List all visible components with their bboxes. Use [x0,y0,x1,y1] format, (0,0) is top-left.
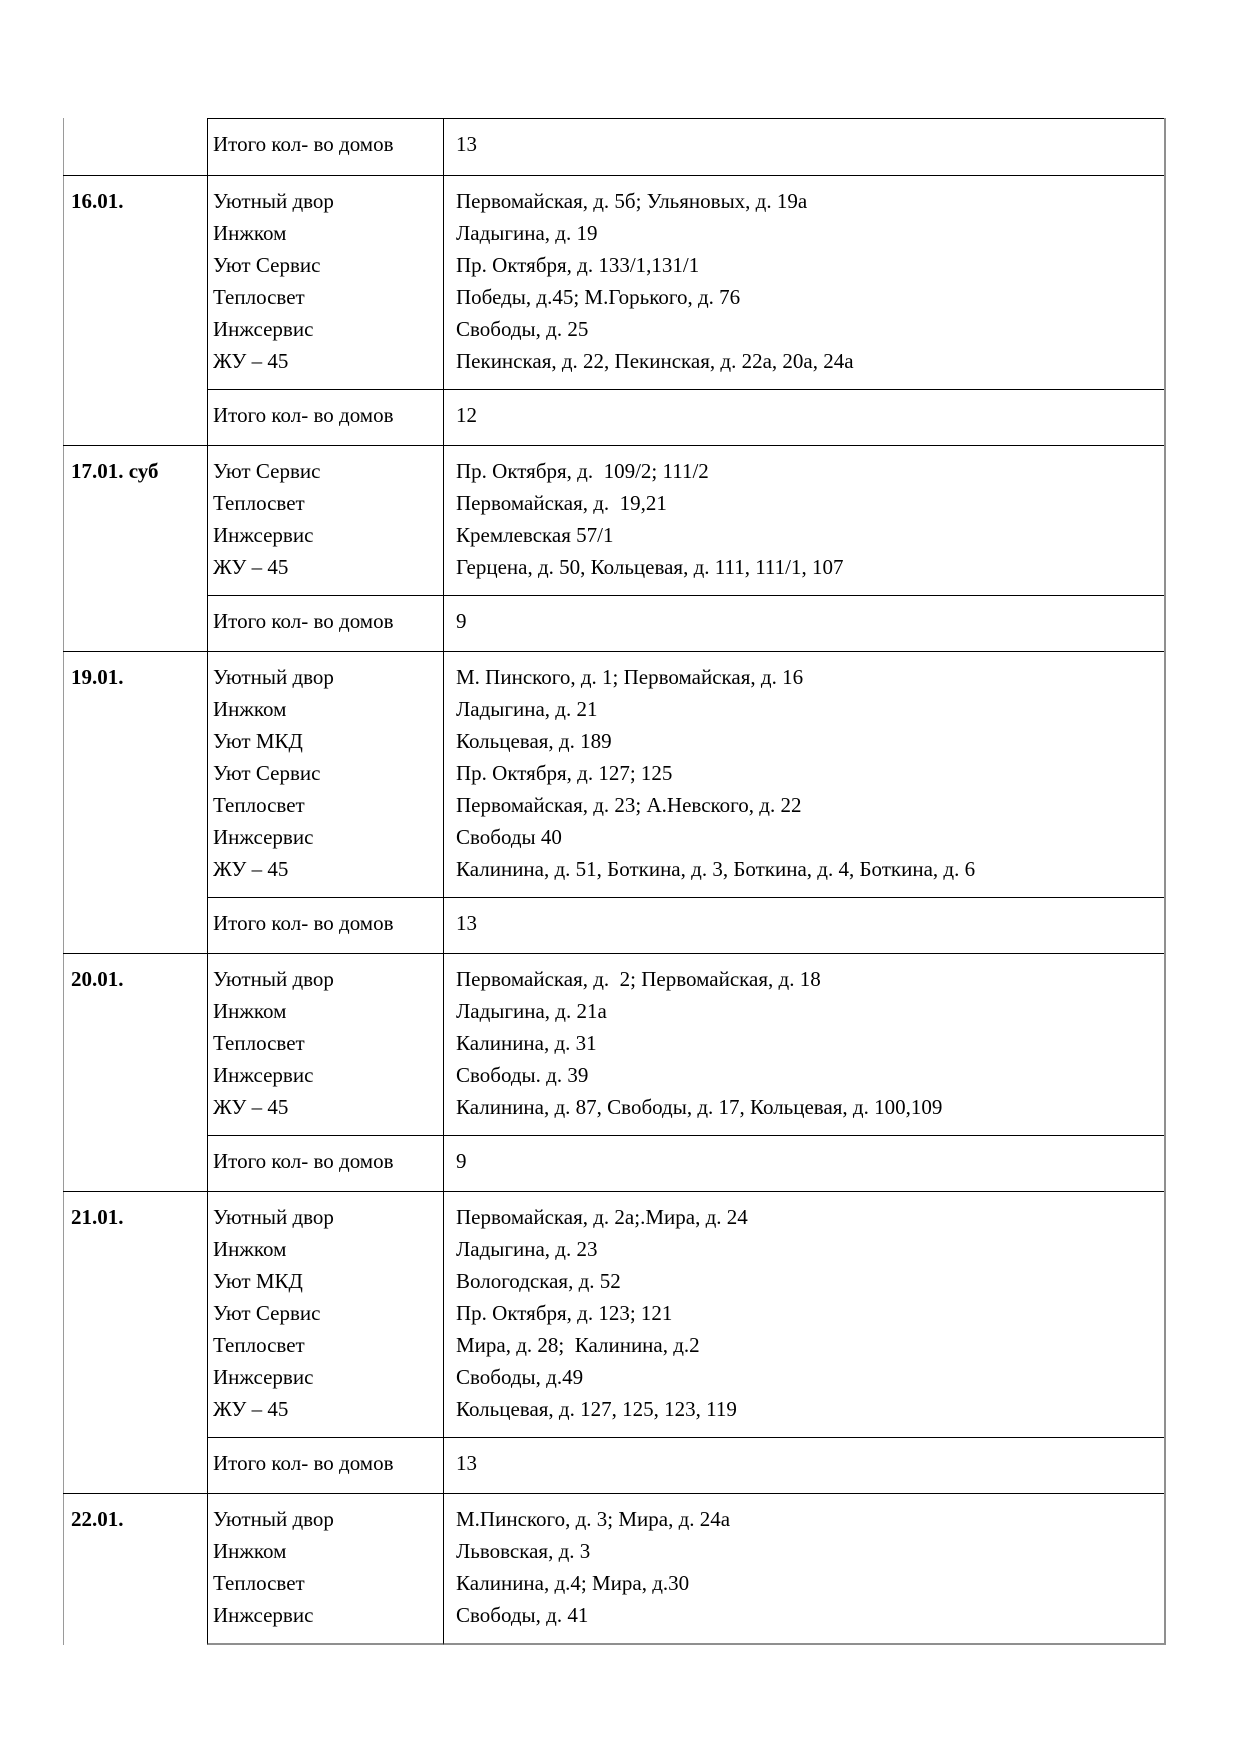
address-list: Ладыгина, д. 21 [456,697,598,721]
company-name: Инжком [213,697,287,721]
total-count: 12 [443,389,1164,445]
address-list: Свободы, д. 25 [456,317,589,341]
address-list: Первомайская, д. 2; Первомайская, д. 18 [456,967,821,991]
company-name: Инжсервис [213,1063,314,1087]
company-name: ЖУ – 45 [213,1397,289,1421]
address-list: Вологодская, д. 52 [456,1269,621,1293]
total-count: 9 [443,1135,1164,1191]
address-list: Свободы, д.49 [456,1365,584,1389]
company-name: Инжком [213,1237,287,1261]
date-cell [63,1192,207,1493]
addresses-cell [443,1494,1164,1645]
company-name: Теплосвет [213,1031,305,1055]
companies-cell [207,652,443,897]
date-label: 19.01. [71,665,124,689]
address-list: Кольцевая, д. 189 [456,729,612,753]
address-list: Первомайская, д. 5б; Ульяновых, д. 19а [456,189,808,213]
address-list: Первомайская, д. 23; А.Невского, д. 22 [456,793,802,817]
company-name: Уют Сервис [213,1301,321,1325]
addresses-cell [443,652,1164,897]
companies-cell [207,1494,443,1645]
date-cell [63,176,207,445]
address-list: Герцена, д. 50, Кольцевая, д. 111, 111/1, 107 [456,555,844,579]
addresses-cell [443,176,1164,389]
addresses-cell [443,1192,1164,1437]
company-name: ЖУ – 45 [213,349,289,373]
day-block-21-01 [63,1191,1164,1493]
companies-cell [207,446,443,595]
company-name: Уютный двор [213,1205,334,1229]
address-list: Калинина, д.4; Мира, д.30 [456,1571,690,1595]
date-label: 17.01. суб [71,459,159,483]
addresses-cell [443,954,1164,1135]
total-count: 9 [443,595,1164,651]
date-label: 21.01. [71,1205,124,1229]
company-name: ЖУ – 45 [213,1095,289,1119]
total-count: 13 [443,118,1164,175]
address-list: Ладыгина, д. 23 [456,1237,598,1261]
date-label: 22.01. [71,1507,124,1531]
date-cell [63,118,207,175]
address-list: Свободы. д. 39 [456,1063,589,1087]
address-list: Свободы, д. 41 [456,1603,589,1627]
company-name: Уютный двор [213,665,334,689]
address-list: М.Пинского, д. 3; Мира, д. 24а [456,1507,731,1531]
company-name: Инжком [213,999,287,1023]
address-list: Калинина, д. 31 [456,1031,597,1055]
address-list: Пекинская, д. 22, Пекинская, д. 22а, 20а, 24а [456,349,854,373]
company-name: Теплосвет [213,793,305,817]
total-label: Итого кол- во домов [207,118,443,175]
date-label: 20.01. [71,967,124,991]
company-name: Уют Сервис [213,459,321,483]
date-cell [63,446,207,651]
company-name: Уют Сервис [213,253,321,277]
companies-cell [207,1192,443,1437]
company-name: Инжсервис [213,317,314,341]
company-name: Инжсервис [213,523,314,547]
address-list: Пр. Октября, д. 127; 125 [456,761,673,785]
company-name: Инжсервис [213,825,314,849]
day-block-19-01 [63,651,1164,953]
company-name: Теплосвет [213,285,305,309]
total-label: Итого кол- во домов [207,897,443,953]
day-block-17-01 [63,445,1164,651]
day-block-16-01 [63,175,1164,445]
address-list: Первомайская, д. 19,21 [456,491,667,515]
day-block-22-01 [63,1493,1164,1645]
date-cell [63,954,207,1191]
address-list: Свободы 40 [456,825,562,849]
cleaning-schedule-table [63,118,1166,1645]
total-count: 13 [443,897,1164,953]
company-name: Инжсервис [213,1365,314,1389]
company-name: Инжком [213,1539,287,1563]
companies-cell [207,954,443,1135]
addresses-cell [443,446,1164,595]
company-name: Теплосвет [213,1333,305,1357]
total-label: Итого кол- во домов [207,389,443,445]
address-list: Пр. Октября, д. 123; 121 [456,1301,673,1325]
companies-cell [207,176,443,389]
total-count: 13 [443,1437,1164,1493]
company-name: Уютный двор [213,967,334,991]
company-name: ЖУ – 45 [213,857,289,881]
address-list: Ладыгина, д. 21а [456,999,607,1023]
company-name: Уютный двор [213,1507,334,1531]
address-list: Пр. Октября, д. 133/1,131/1 [456,253,700,277]
day-block-20-01 [63,953,1164,1191]
company-name: Теплосвет [213,491,305,515]
total-label: Итого кол- во домов [207,1437,443,1493]
company-name: Инжсервис [213,1603,314,1627]
date-cell [63,1494,207,1645]
company-name: Уютный двор [213,189,334,213]
company-name: ЖУ – 45 [213,555,289,579]
company-name: Инжком [213,221,287,245]
address-list: Калинина, д. 87, Свободы, д. 17, Кольцевая, д. 100,109 [456,1095,943,1119]
address-list: Калинина, д. 51, Боткина, д. 3, Боткина, д. 4, Боткина, д. 6 [456,857,976,881]
address-list: Ладыгина, д. 19 [456,221,598,245]
total-label: Итого кол- во домов [207,595,443,651]
address-list: Кремлевская 57/1 [456,523,614,547]
address-list: М. Пинского, д. 1; Первомайская, д. 16 [456,665,804,689]
address-list: Первомайская, д. 2а;.Мира, д. 24 [456,1205,748,1229]
date-label: 16.01. [71,189,124,213]
company-name: Уют МКД [213,729,303,753]
address-list: Пр. Октября, д. 109/2; 111/2 [456,459,709,483]
carryover-total-row [63,118,1164,175]
total-label: Итого кол- во домов [207,1135,443,1191]
date-cell [63,652,207,953]
company-name: Уют МКД [213,1269,303,1293]
address-list: Победы, д.45; М.Горького, д. 76 [456,285,741,309]
company-name: Теплосвет [213,1571,305,1595]
company-name: Уют Сервис [213,761,321,785]
address-list: Мира, д. 28; Калинина, д.2 [456,1333,700,1357]
address-list: Кольцевая, д. 127, 125, 123, 119 [456,1397,737,1421]
address-list: Львовская, д. 3 [456,1539,591,1563]
